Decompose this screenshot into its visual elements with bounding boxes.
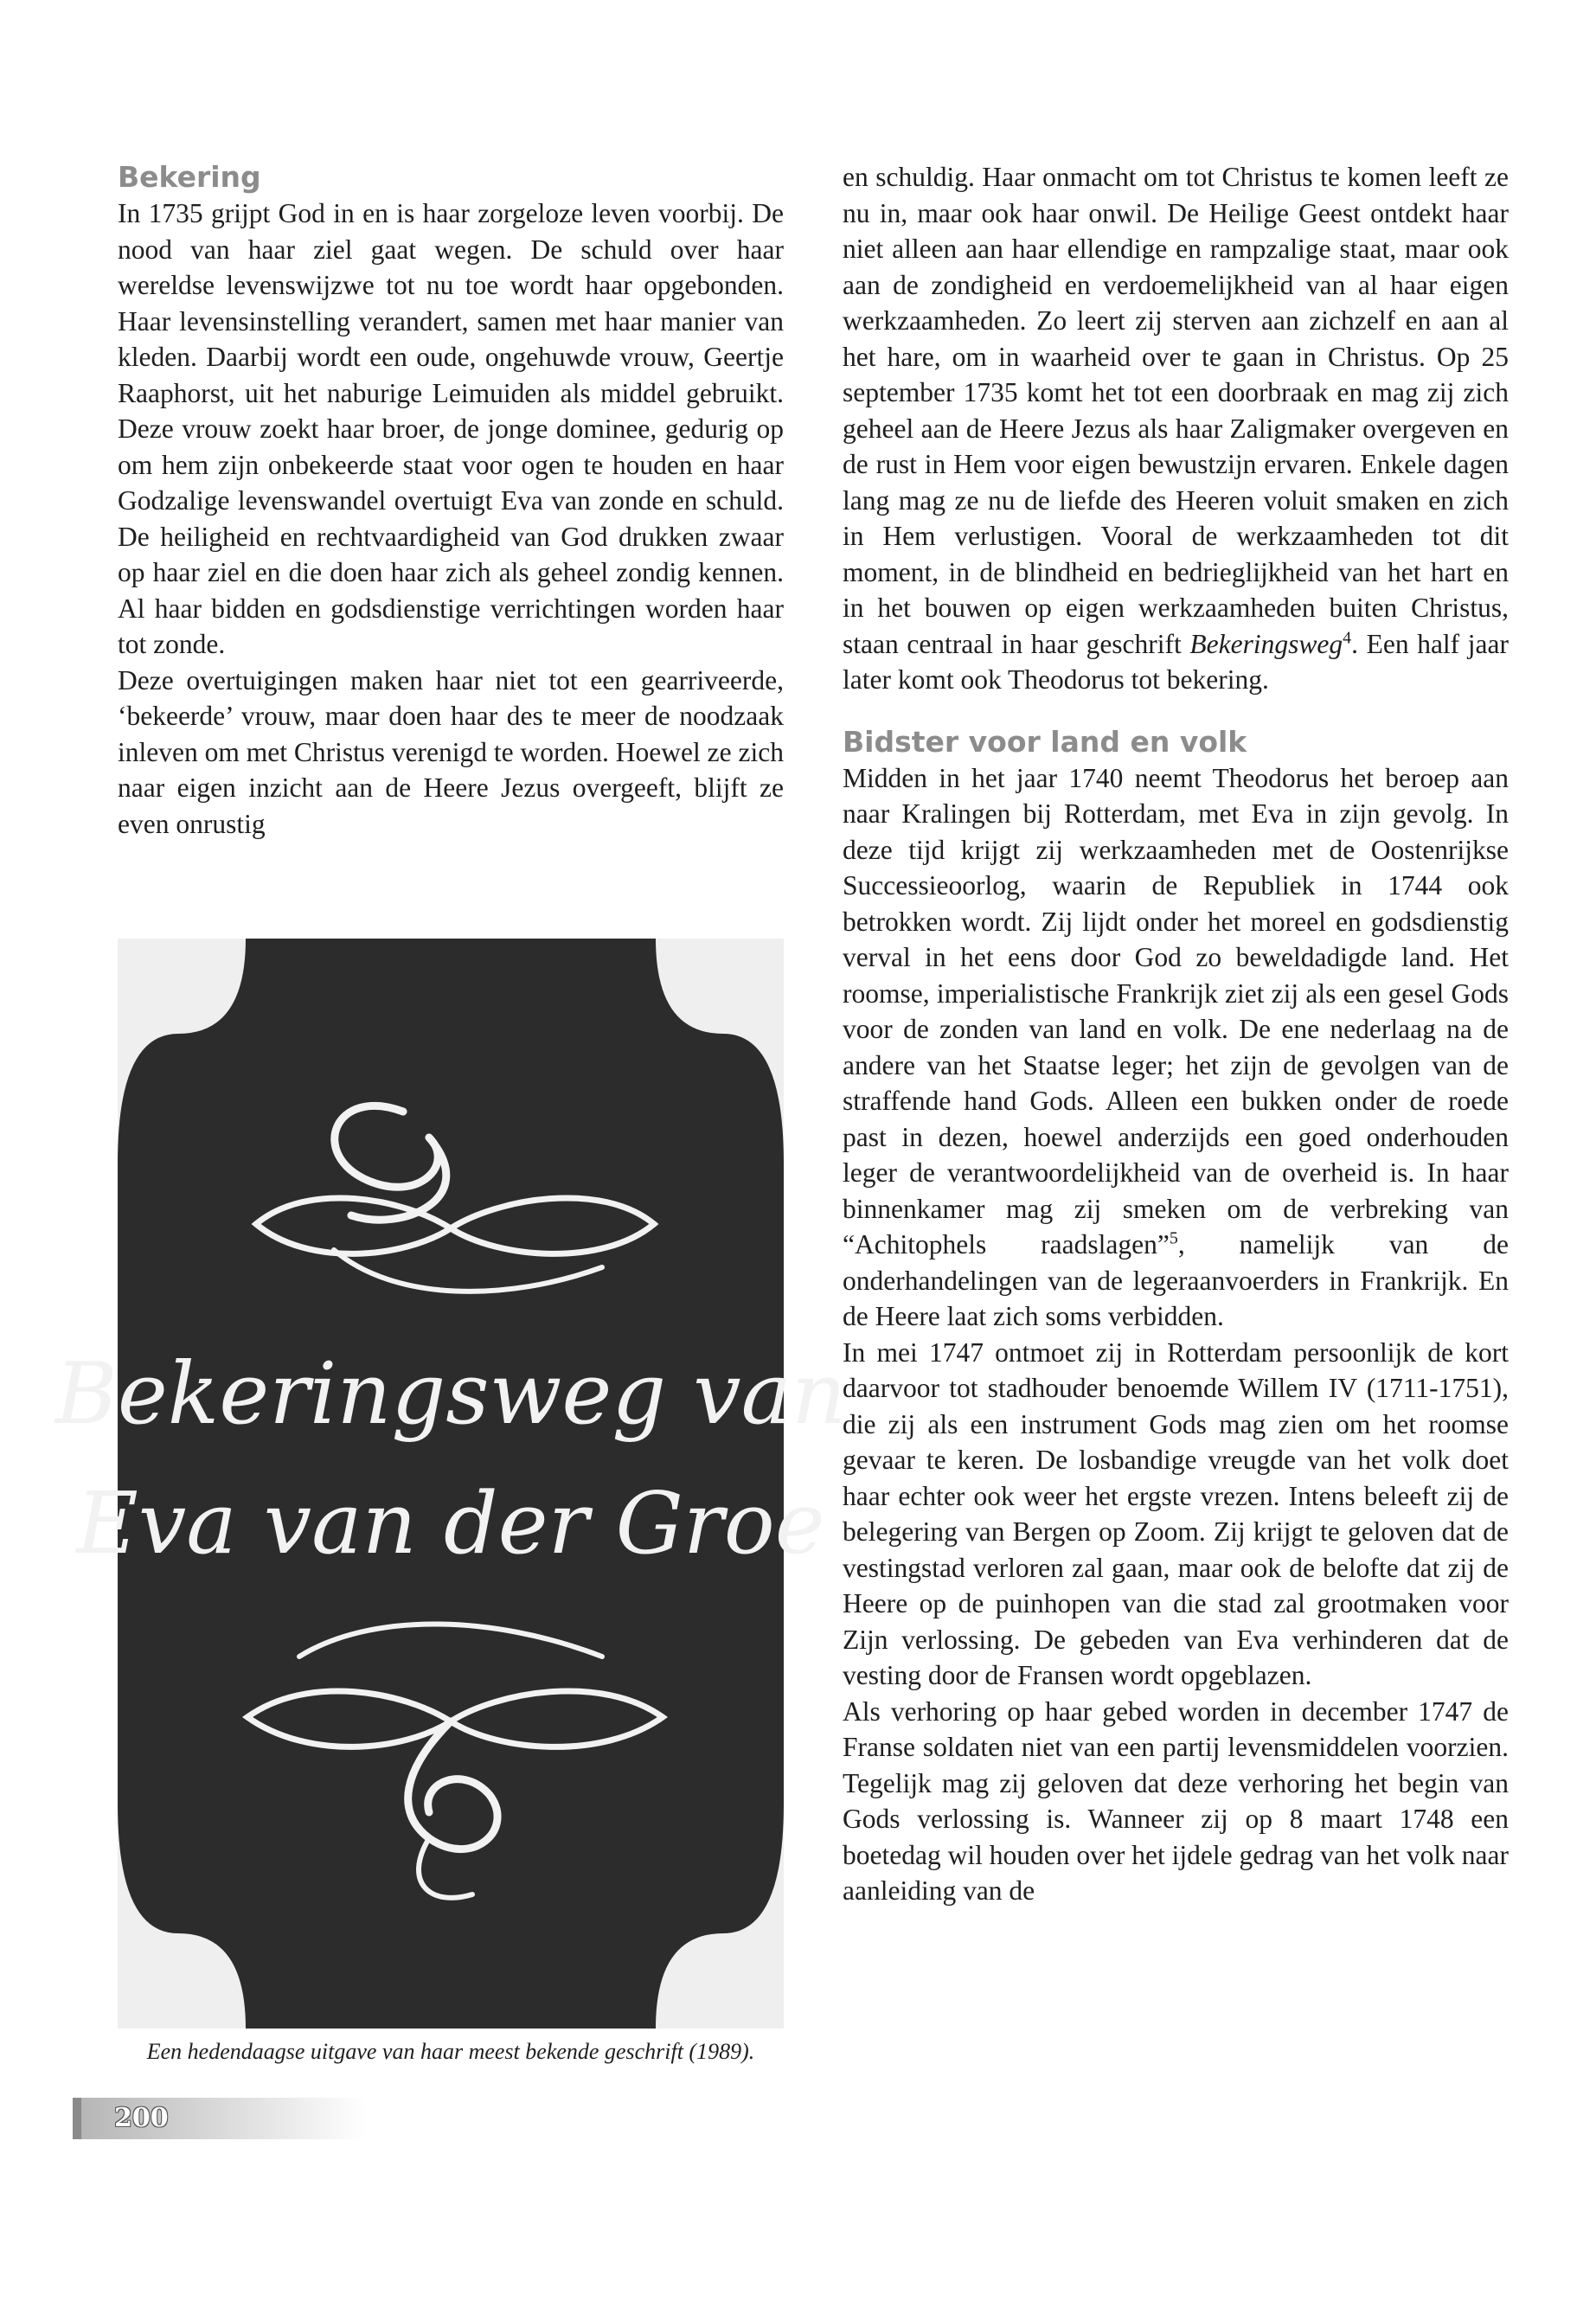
text-segment: , namelijk van de onderhandelingen van de legeraanvoerders in Frankrijk. En de Heere laat zich soms verbidden. — [843, 1229, 1509, 1331]
text-segment: en schuldig. Haar onmacht om tot Christus te komen leeft ze nu in, maar ook haar onwil. De Heilige Geest ontdekt haar niet alleen aan haar ellendige en rampzalige staat, maar ook aan de zondigheid en verdoemelijkheid van al haar eigen werkzaamheden. Zo leert zij sterven aan zichzelf en aan al het hare, om in waarheid over te gaan in Christus. Op 25 september 1735 komt het tot een doorbraak en mag zij zich geheel aan de Heere Jezus als haar Zaligmaker overgeven en de rust in Hem voor eigen bewustzijn ervaren. Enkele dagen lang mag ze nu de liefde des Heeren voluit smaken en zich in Hem verlustigen. Vooral de werkzaamheden tot dit moment, in de blindheid en bedrieglijkheid van het hart en in het bouwen op eigen werkzaamheden buiten Christus, staan centraal in haar geschrift — [843, 162, 1509, 659]
text-segment: Midden in het jaar 1740 neemt Theodorus het beroep aan naar Kralingen bij Rotterdam, met Eva in zijn gevolg. In deze tijd krijgt zij werkzaamheden met de Oostenrijkse Successieoorlog, waarin de Republiek in 1744 ook betrokken wordt. Zij lijdt onder het moreel en godsdienstig verval in het eens door God zo beweldadigde land. Het roomse, imperialistische Frankrijk ziet zij als een gesel Gods voor de zonden van land en volk. De ene nederlaag na de andere van het Staatse leger; het zijn de gevolgen van de straffende hand Gods. Alleen een bukken onder de roede past in dezen, hoewel anderzijds een goed onderhouden leger de verantwoordelijkheid van de overheid is. In haar binnenkamer mag zij smeken om de verbreking van “Achitophels raadslagen” — [843, 762, 1509, 1259]
paragraph: Deze overtuigingen maken haar niet tot een gearriveerde, ‘bekeerde’ vrouw, maar doen haar des te meer de noodzaak inleven om met Christus verenigd te worden. Hoewel ze zich naar eigen inzicht aan de Heere Jezus overgeeft, blijft ze even onrustig — [118, 664, 784, 839]
paragraph: Als verhoring op haar gebed worden in december 1747 de Franse soldaten niet van een partij levensmiddelen voorzien. Tegelijk mag zij geloven dat deze verhoring het begin van Gods verlossing is. Wanneer zij op 8 maart 1748 een boetedag wil houden over het ijdele gedrag van het volk naar aanleiding van de — [843, 1695, 1509, 1906]
cover-title-line-1: Bekeringsweg van — [54, 1345, 847, 1444]
section-heading-bidster: Bidster voor land en volk — [843, 724, 1247, 759]
paragraph: In mei 1747 ontmoet zij in Rotterdam persoonlijk de kort daarvoor tot stadhouder benoemde Willem IV (1711-1751), die zij als een instrument Gods mag zien om het roomse gevaar te keren. De losbandige vreugde van het volk doet haar echter ook weer het ergste vrezen. Intens beleeft zij de belegering van Bergen op Zoom. Zij krijgt te geloven dat de vestingstad verloren zal gaan, maar ook de belofte dat zij de Heere op de puinhopen van die stad zal grootmaken voor Zijn verlossing. De gebeden van Eva verhinderen dat de vesting door de Fransen wordt opgeblazen. — [843, 1336, 1509, 1690]
book-cover-illustration — [54, 939, 847, 2029]
page-number-edge — [73, 2098, 81, 2139]
paragraph — [843, 159, 1509, 698]
left-column — [118, 159, 784, 842]
footnote-marker: 4 — [1343, 628, 1352, 647]
paragraph — [843, 760, 1509, 1335]
section-heading-bekering: Bekering — [118, 160, 261, 194]
book-cover-figure — [54, 939, 847, 2029]
paragraph: In 1735 grijpt God in en is haar zorgeloze leven voorbij. De nood van haar ziel gaat wegen. De schuld over haar wereldse levenswijzwe tot nu toe wordt haar opgebonden. Haar levensinstelling verandert, samen met haar manier van kleden. Daarbij wordt een oude, ongehuwde vrouw, Geertje Raaphorst, uit het naburige Leimuiden als middel gebruikt. Deze vrouw zoekt haar broer, de jonge dominee, gedurig op om hem zijn onbekeerde staat voor ogen te houden en haar Godzalige levenswandel overtuigt Eva van zonde en schuld. De heiligheid en rechtvaardigheid van God drukken zwaar op haar ziel en die doen haar zich als geheel zondig kennen. Al haar bidden en godsdienstige verrichtingen worden haar tot zonde. — [118, 198, 784, 659]
text-segment: . Een half jaar later komt ook Theodorus tot bekering. — [843, 628, 1509, 695]
cover-title-line-2: Eva van der Groe — [76, 1475, 825, 1574]
book-title: Bekeringsweg — [1189, 628, 1343, 659]
footnote-marker: 5 — [1169, 1228, 1178, 1248]
figure-caption: Een hedendaagse uitgave van haar meest bekende geschrift (1989). — [146, 2039, 755, 2064]
right-column — [843, 159, 1509, 1909]
page-number: 200 — [114, 2103, 169, 2133]
